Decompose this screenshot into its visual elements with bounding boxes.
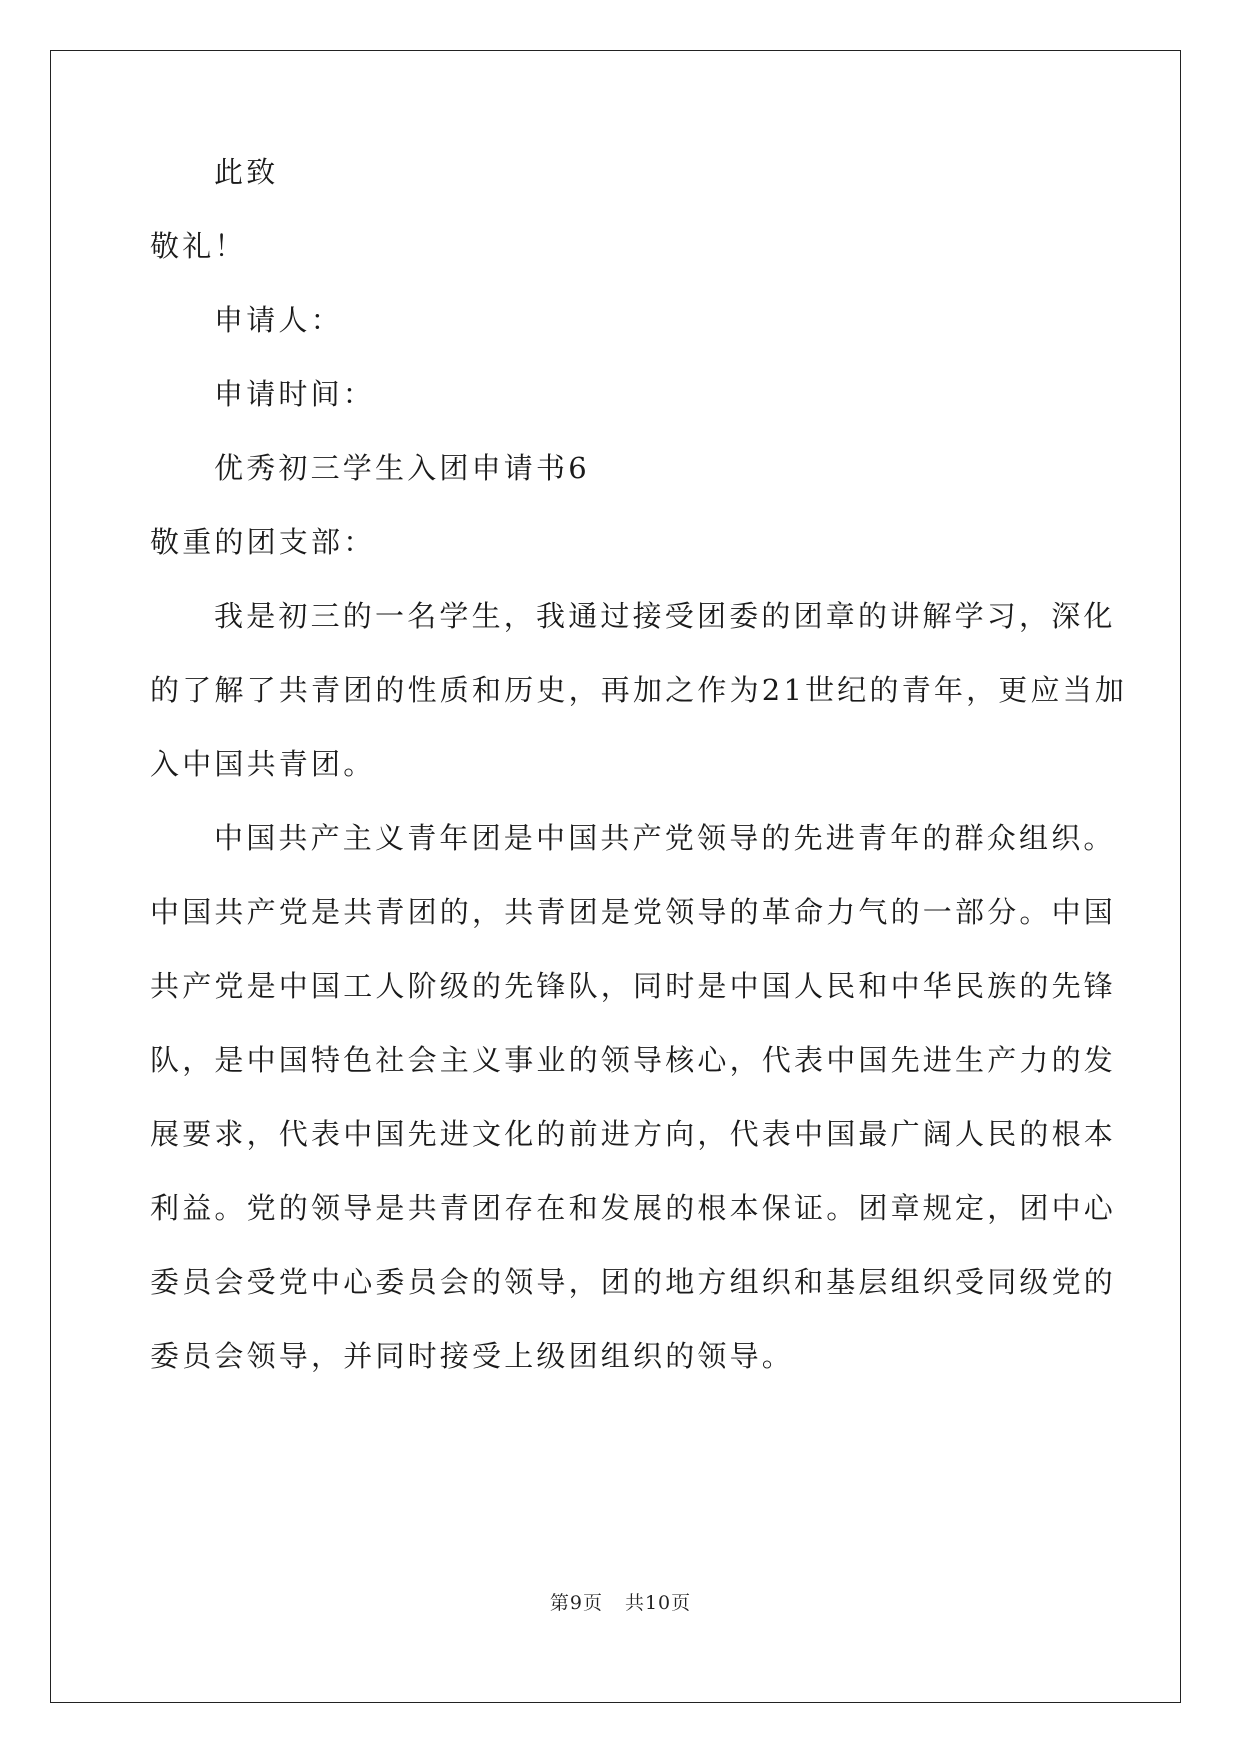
- paragraph1-line: 的了解了共青团的性质和历史，再加之作为21世纪的青年，更应当加: [150, 673, 1128, 707]
- paragraph2-line: 展要求，代表中国先进文化的前进方向，代表中国最广阔人民的根本: [150, 1117, 1117, 1151]
- applicant-label: 申请人：: [214, 303, 343, 337]
- application-date-label: 申请时间：: [214, 377, 376, 411]
- paragraph2-line: 中国共产主义青年团是中国共产党领导的先进青年的群众组织。: [214, 821, 1116, 855]
- greeting: 敬重的团支部：: [150, 525, 376, 559]
- paragraph1-line: 入中国共青团。: [150, 747, 376, 781]
- paragraph1-line: 我是初三的一名学生，我通过接受团委的团章的讲解学习，深化: [214, 599, 1116, 633]
- paragraph2-line: 中国共产党是共青团的，共青团是党领导的革命力气的一部分。中国: [150, 895, 1117, 929]
- page-border: [50, 50, 1181, 1703]
- paragraph2-line: 利益。党的领导是共青团存在和发展的根本保证。团章规定，团中心: [150, 1191, 1117, 1225]
- paragraph2-line: 委员会领导，并同时接受上级团组织的领导。: [150, 1339, 795, 1373]
- paragraph2-line: 共产党是中国工人阶级的先锋队，同时是中国人民和中华民族的先锋: [150, 969, 1117, 1003]
- page-footer: [0, 1590, 1241, 1616]
- paragraph2-line: 委员会受党中心委员会的领导，团的地方组织和基层组织受同级党的: [150, 1265, 1117, 1299]
- closing-regards: 敬礼！: [150, 229, 247, 263]
- closing-salutation: 此致: [214, 155, 279, 189]
- section-title: 优秀初三学生入团申请书6: [214, 451, 590, 485]
- page-number-current: 第9页: [549, 1592, 603, 1614]
- paragraph2-line: 队，是中国特色社会主义事业的领导核心，代表中国先进生产力的发: [150, 1043, 1117, 1077]
- page-number-total: 共10页: [624, 1592, 692, 1614]
